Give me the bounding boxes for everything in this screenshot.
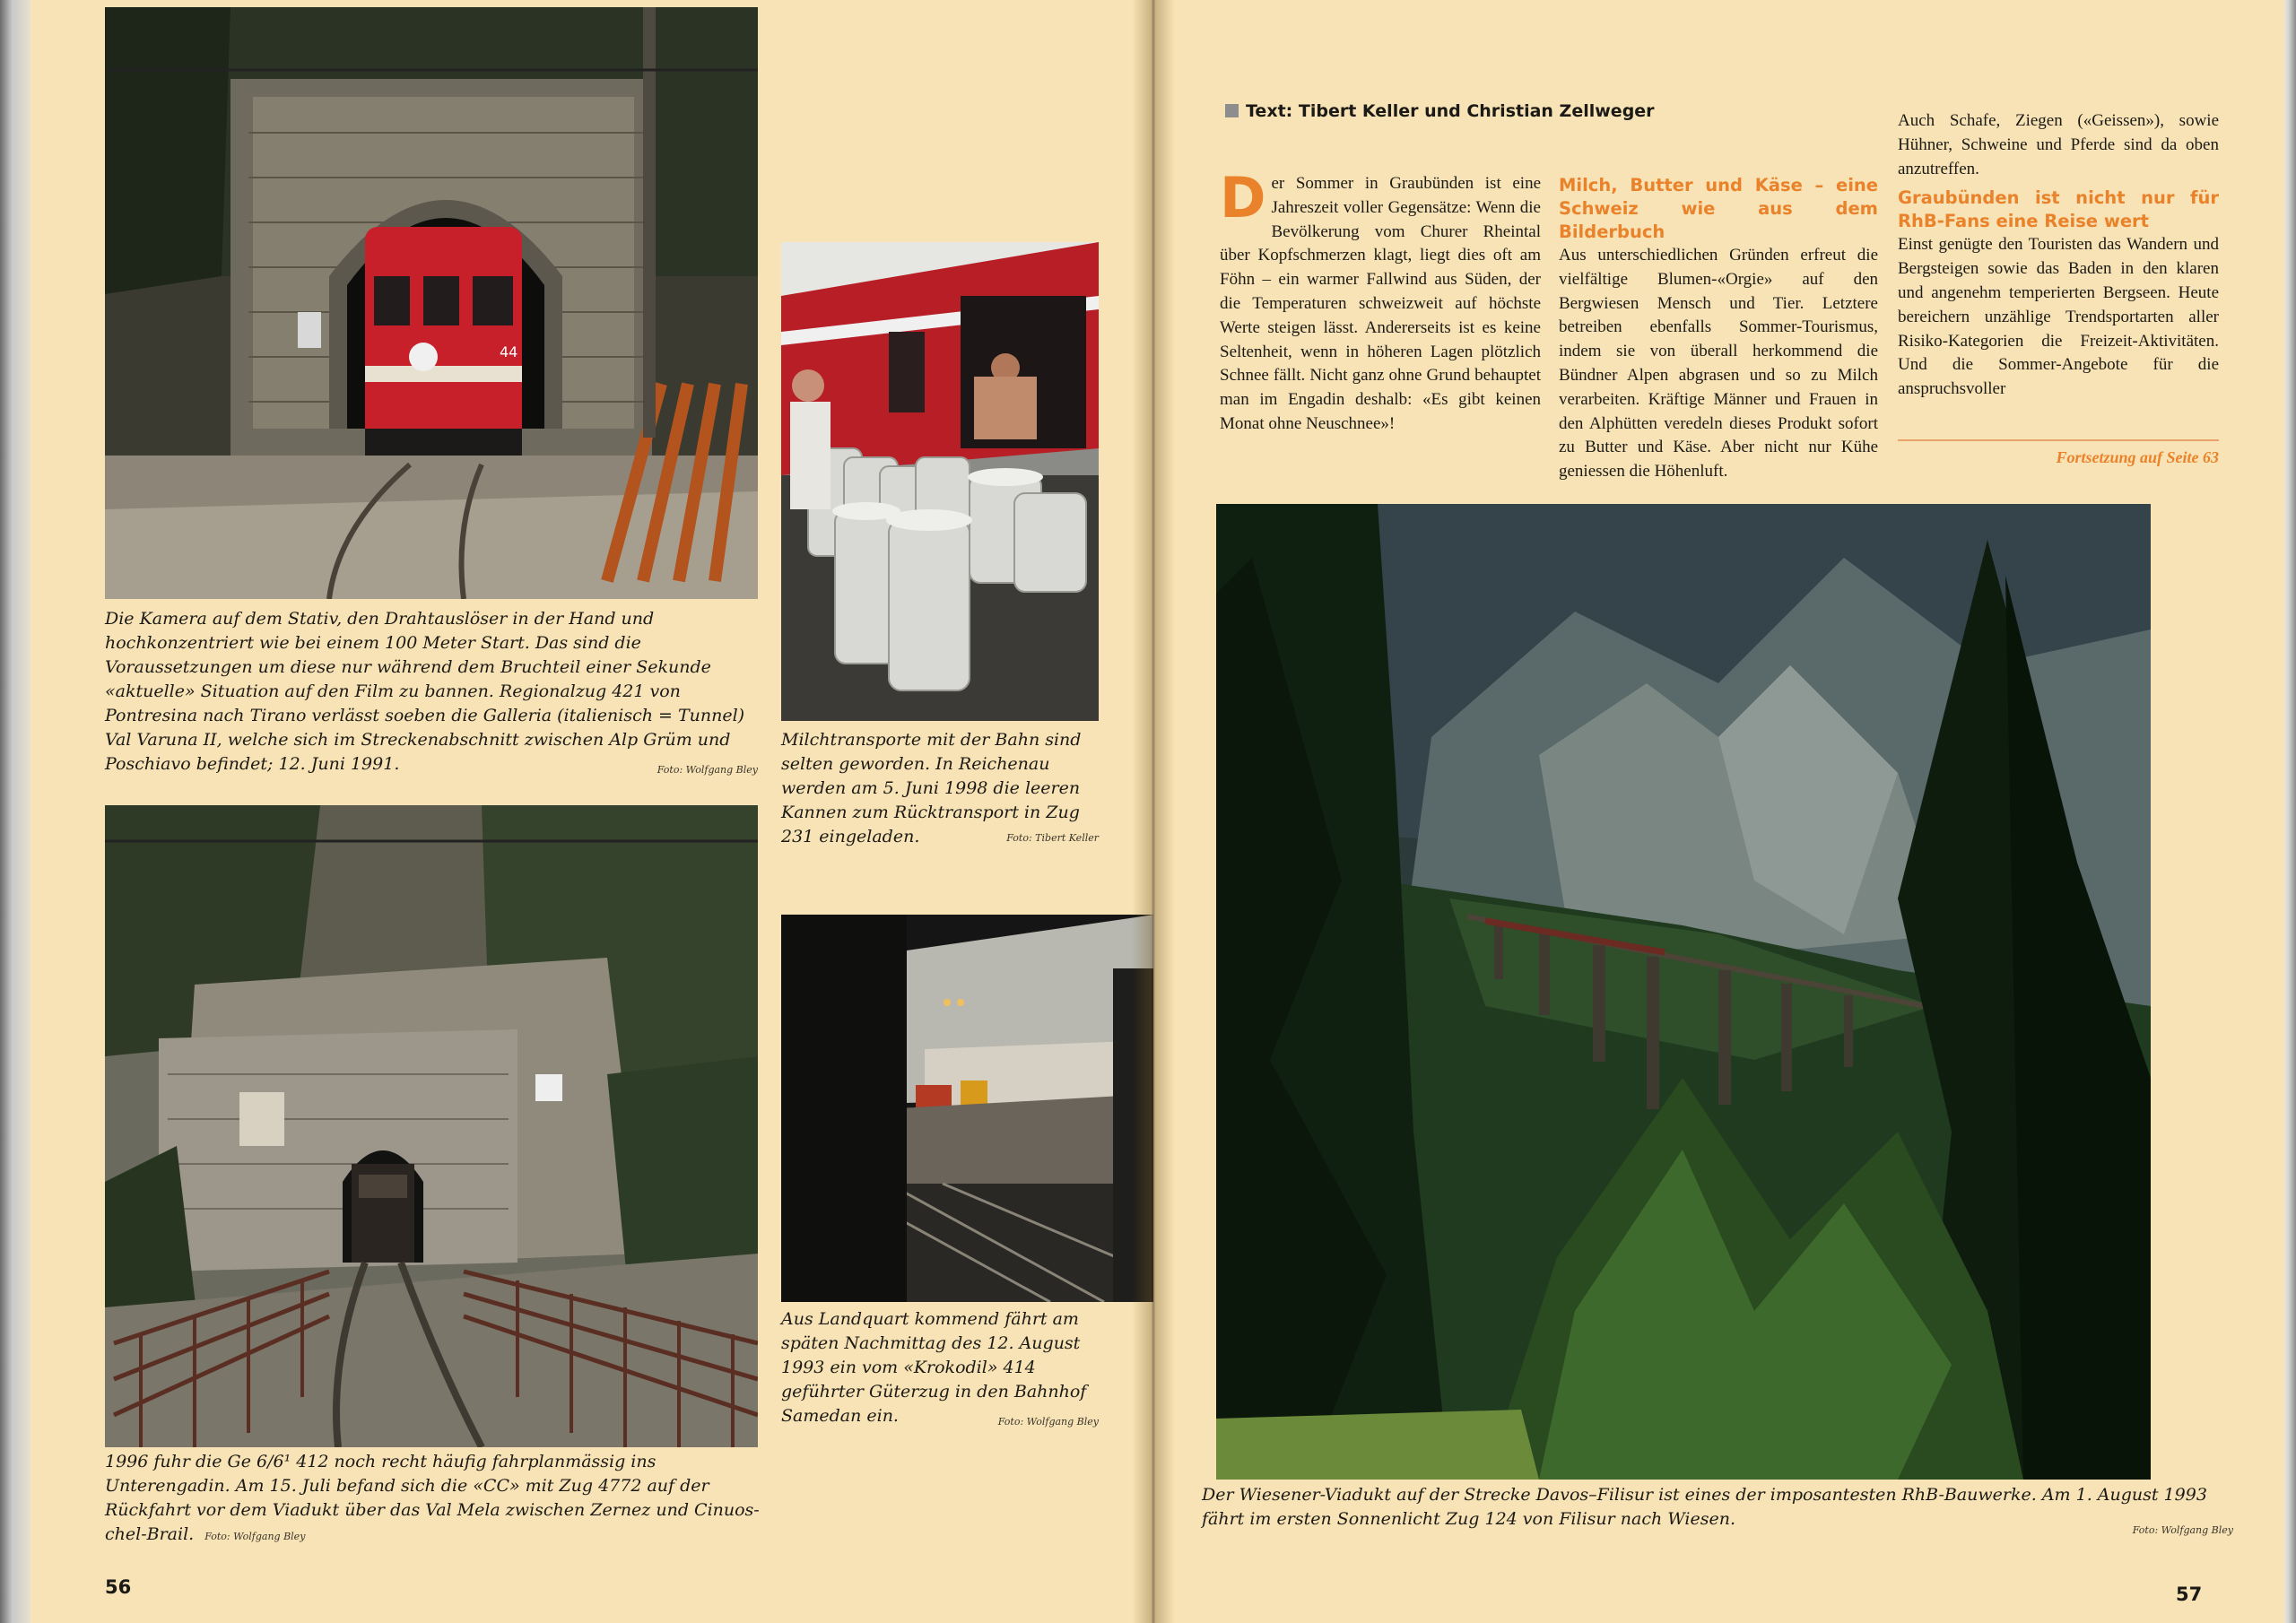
credit-photo4: Foto: Wolfgang Bley <box>204 1531 306 1542</box>
caption-photo4: 1996 fuhr die Ge 6/6¹ 412 noch recht häufig fahrplanmässig ins Unterengadin. Am 15. Juli befand sich die «CC» mit Zug 4772 auf der Rückfahrt vor dem Viadukt über das Val Mela zwischen Zernez und Cinuos-chel-Brail. Foto: Wolfgang Bley <box>105 1452 760 1544</box>
byline: Text: Tibert Keller und Christian Zellweger <box>1225 101 1655 121</box>
photo-samedan-station <box>781 915 1153 1302</box>
text-column-1: Der Sommer in Graubünden ist eine Jahreszeit voller Gegensätze: Wenn die Bevölkerung vom Churer Rheintal über Kopfschmerzen klagt, liegt dies oft am Föhn – ein warmer Fallwind aus Süden, der die Temperaturen schweizweit auf höchste Werte steigen lässt. Andererseits ist es keine Seltenheit, wenn in höheren Lagen plötzlich Schnee fällt. Nicht ganz ohne Grund behauptet man im Engadin deshalb: «Es gibt keinen Monat ohne Neuschnee»! <box>1220 165 1541 433</box>
photo-ge66-tunnel <box>105 805 758 1447</box>
book-edge-left <box>0 0 30 1623</box>
credit-main-photo: Foto: Wolfgang Bley <box>2132 1524 2233 1536</box>
credit-photo1: Foto: Wolfgang Bley <box>657 764 758 776</box>
page-number-right: 57 <box>2176 1584 2203 1605</box>
photo-milk-cans <box>781 242 1099 721</box>
dropcap: D <box>1220 165 1266 230</box>
continued-link[interactable]: Fortsetzung auf Seite 63 <box>2056 448 2219 466</box>
loco-number: 44 <box>500 343 518 360</box>
photo-wiesener-viadukt <box>1216 504 2151 1480</box>
subhead-milch: Milch, Butter und Käse – eine Schweiz wie aus dem Bilderbuch <box>1559 175 1878 242</box>
right-page <box>1153 0 2296 1623</box>
credit-photo2: Foto: Tibert Keller <box>1006 832 1099 844</box>
book-gutter <box>1132 0 1175 1623</box>
caption-main-photo: Der Wiesener-Viadukt auf der Strecke Davos–Filisur ist eines der imposantesten RhB-Bauwerke. Am 1. August 1993 fährt im ersten Sonnenlicht Zug 124 von Filisur nach Wiesen. <box>1202 1485 2207 1529</box>
text-column-3: Auch Schafe, Ziegen («Geissen»), sowie Hühner, Schweine und Pferde sind da oben anzutreffen. Graubünden ist nicht nur für RhB-Fans eine Reise wert Einst genügte den Touristen das Wandern und Bergsteigen sowie das Baden in den klaren und angenehm temperierten Bergseen. Heute bereichern unzählige Trendsportarten aller Risiko-Kategorien die Freizeit-Aktivitäten. Und die Sommer-Angebote für die anspruchsvoller <box>1898 111 2219 399</box>
caption-photo1: Die Kamera auf dem Stativ, den Drahtauslöser in der Hand und hochkonzentriert wie bei einem 100 Meter Start. Das sind die Voraussetzungen um diese nur während dem Bruchteil einer Sekunde «aktuelle» Situation auf den Film zu bannen. Regionalzug 421 von Pontresina nach Tirano verlässt soeben die Galleria (italienisch = Tunnel) Val Varuna II, welche sich im Streckenabschnitt zwischen Alp Grüm und Poschiavo befindet; 12. Juni 1991. Foto: Wolfgang Bley <box>105 607 758 782</box>
text-column-2: Milch, Butter und Käse – eine Schweiz wie aus dem Bilderbuch Aus unterschiedlichen Gründen erfreut die vielfältige Blumen-«Orgie» auf den Bergwiesen Mensch und Tier. Letztere betreiben ebenfalls Sommer-Tourismus, indem sie von überall herkommend die Bündner Alpen abgrasen und so zu Milch verarbeiten. Kräftige Männer und Frauen in den Alphütten veredeln dieses Produkt sofort zu Butter und Käse. Aber nicht nur Kühe geniessen die Höhenluft. <box>1559 175 1878 482</box>
subhead-graubuenden: Graubünden ist nicht nur für RhB-Fans eine Reise wert <box>1898 187 2219 232</box>
byline-square-icon <box>1225 104 1239 117</box>
caption-photo3: Aus Landquart kommend fährt am späten Nachmittag des 12. August 1993 ein vom «Krokodil» 414 geführter Güterzug in den Bahnhof Samedan ein. Foto: Wolfgang Bley <box>781 1307 1099 1434</box>
photo-tunnel-train <box>105 7 758 599</box>
caption-photo2: Milchtransporte mit der Bahn sind selten geworden. In Reichenau werden am 5. Juni 1998 die leeren Kannen zum Rücktransport in Zug 231 eingeladen. <box>781 730 1082 846</box>
page-number-left: 56 <box>105 1576 132 1598</box>
book-edge-right <box>2283 0 2296 1623</box>
credit-photo3: Foto: Wolfgang Bley <box>997 1416 1099 1428</box>
column-rule <box>1898 439 2219 441</box>
